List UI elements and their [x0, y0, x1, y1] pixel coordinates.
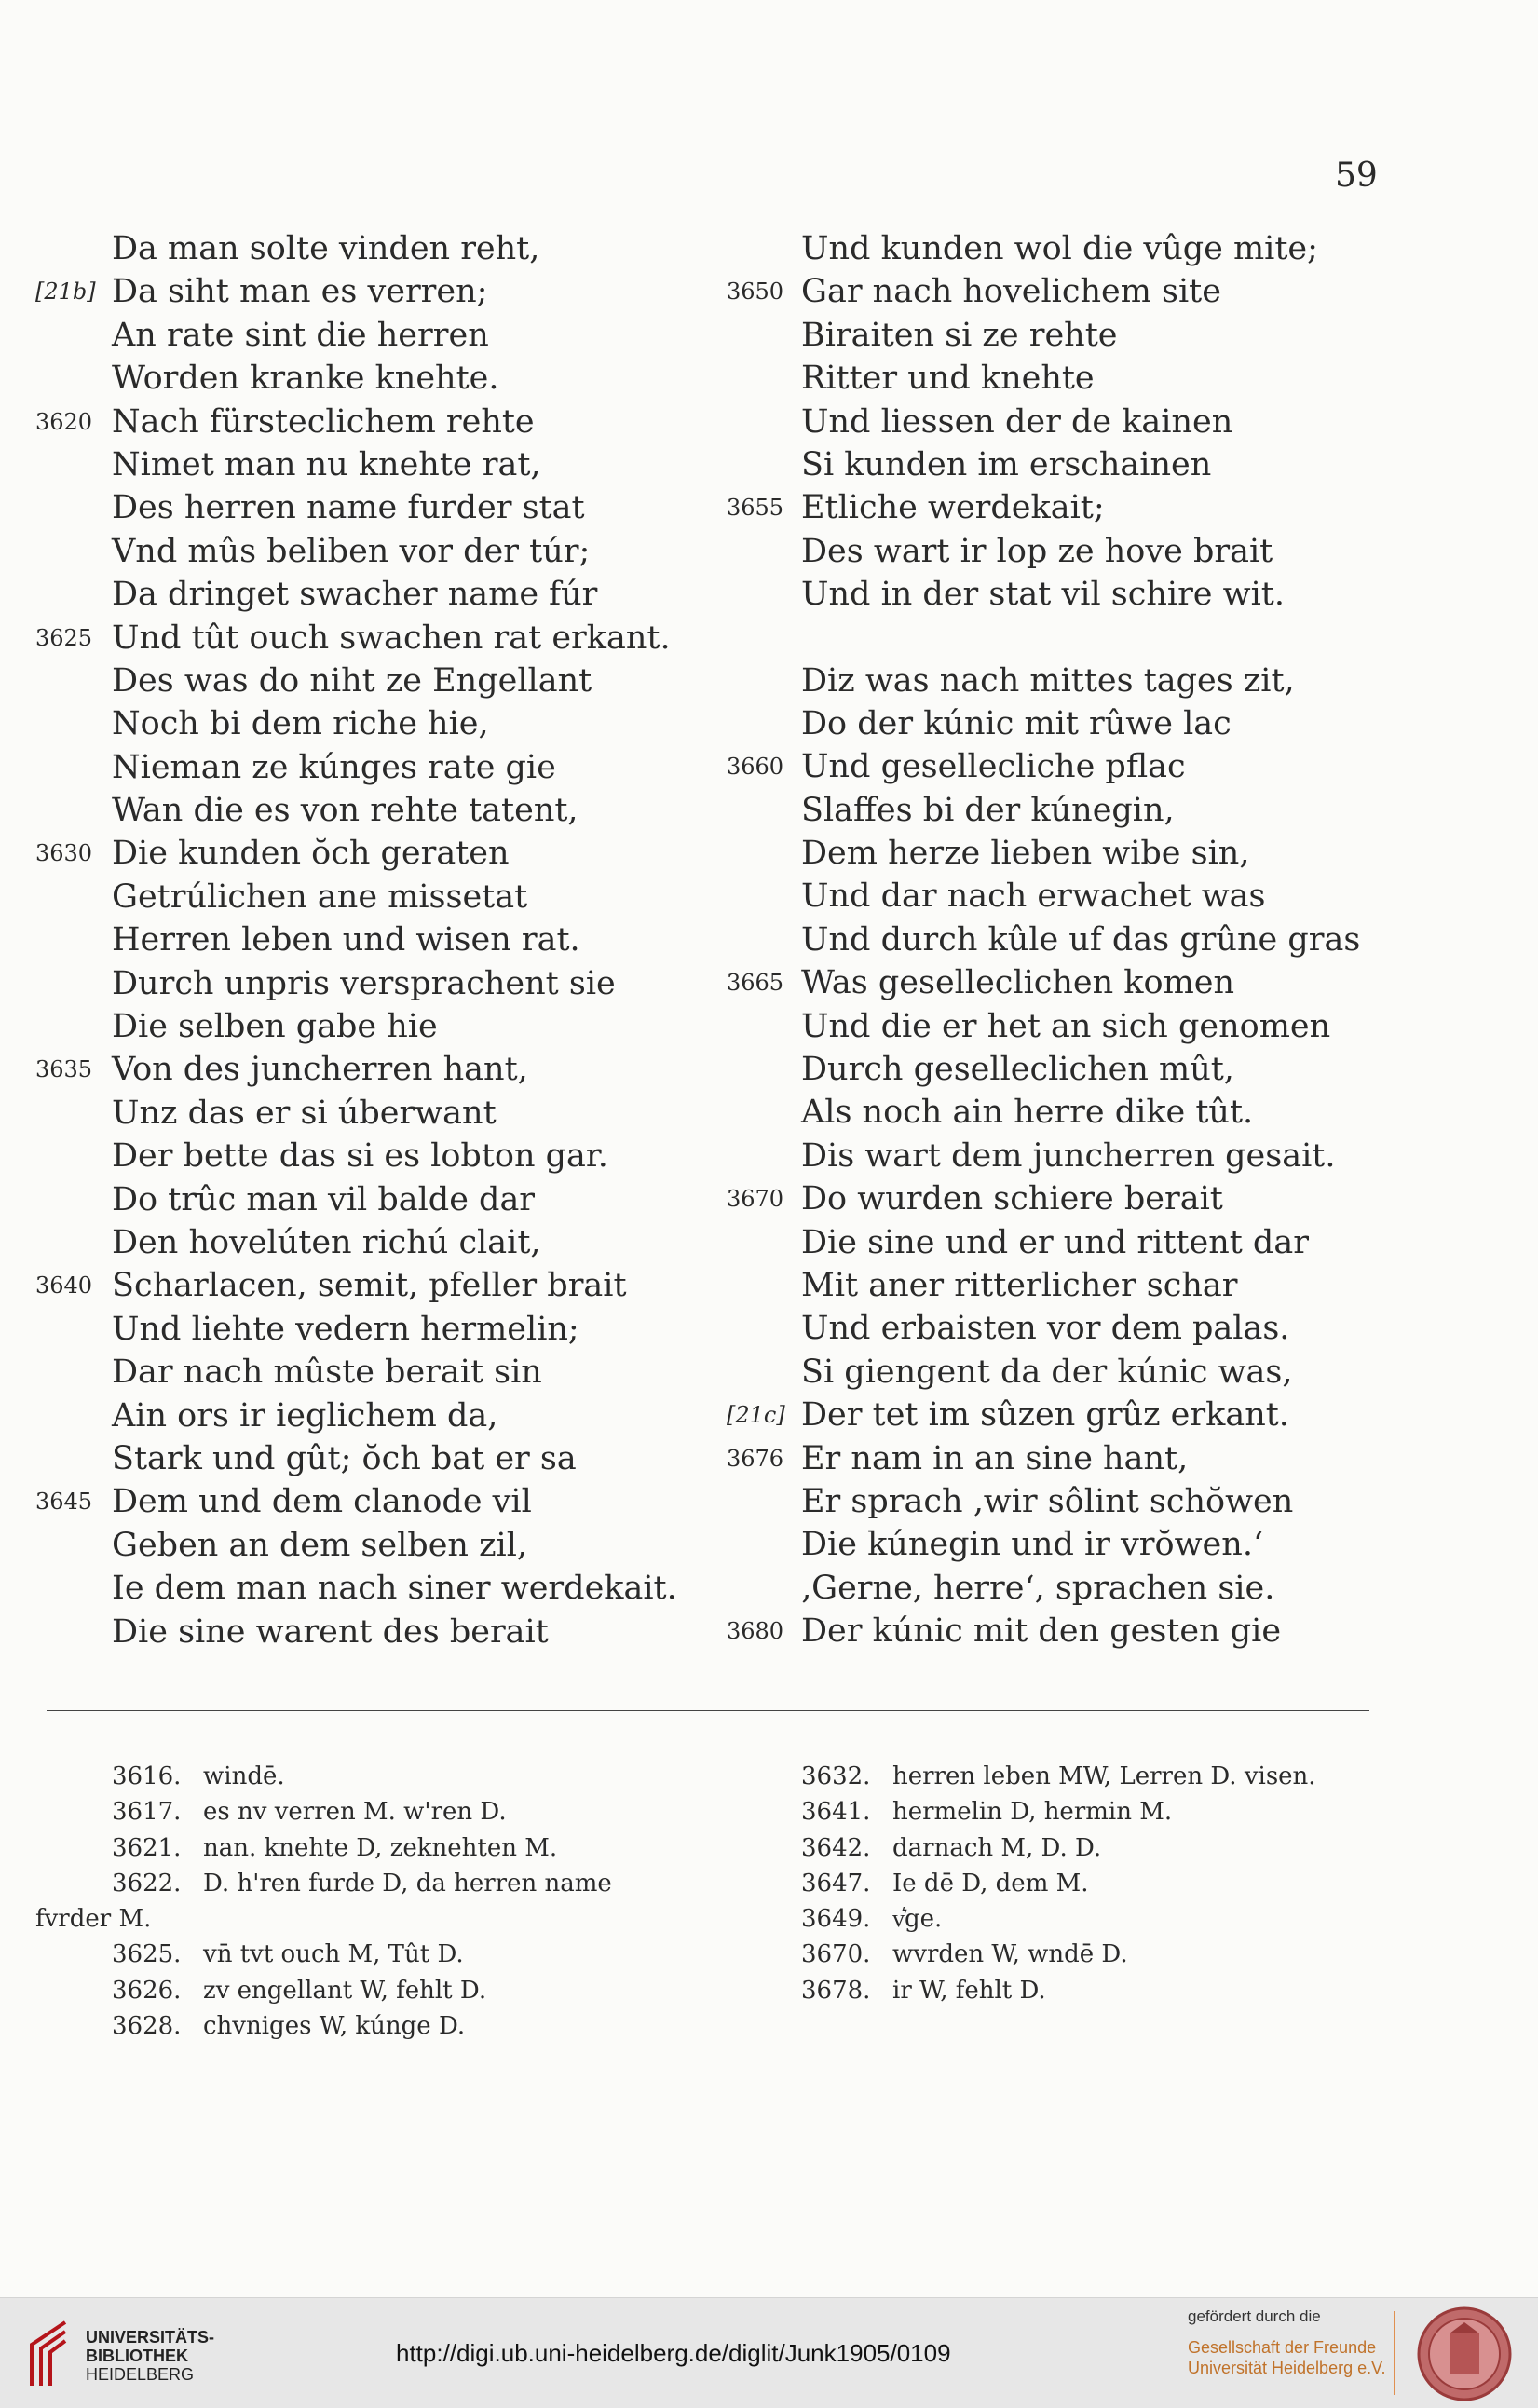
verse-line	[0, 832, 727, 875]
verse-line-text: Slaffes bi der kúnegin,	[801, 791, 1175, 829]
verse-line-text: Biraiten si ze rehte	[801, 316, 1118, 354]
society-name	[1188, 2337, 1385, 2378]
verse-line	[0, 660, 727, 702]
verse-line-text: Dar nach mûste berait sin	[112, 1354, 542, 1392]
verse-line	[727, 573, 1397, 616]
verse-line	[727, 1177, 1397, 1220]
verse-line	[727, 789, 1397, 832]
verse-line	[0, 1005, 727, 1048]
verse-line	[727, 357, 1397, 400]
verse-line-text: Vnd mûs beliben vor der túr;	[112, 532, 591, 570]
footnote-text: ir W, fehlt D.	[892, 1976, 1046, 2005]
footnote-text: Ie dē D, dem M.	[892, 1869, 1089, 1898]
verse-line	[727, 832, 1397, 875]
footnote-number: 3647.	[801, 1869, 871, 1898]
verse-line	[727, 1221, 1397, 1264]
verse-line-text: Und in der stat vil schire wit.	[801, 576, 1285, 614]
footnote-number: 3616.	[112, 1762, 182, 1790]
verse-line	[0, 270, 727, 313]
society-name-line2: Universität Heidelberg e.V.	[1188, 2359, 1386, 2377]
verse-line	[0, 1524, 727, 1567]
verse-line-text: Ain ors ir ieglichem da,	[112, 1396, 498, 1435]
verse-line	[0, 1351, 727, 1394]
verse-line	[0, 1437, 727, 1480]
verse-line-number: 3640	[35, 1272, 93, 1299]
verse-line	[727, 875, 1397, 918]
verse-line	[727, 1610, 1397, 1653]
verse-line-text: Und liessen der de kainen	[801, 402, 1233, 441]
footnote-text: fvrder M.	[35, 1905, 152, 1934]
footnote-line	[0, 1901, 708, 1937]
footnote-line	[773, 1759, 1407, 1794]
verse-line-text: Worden kranke knehte.	[112, 360, 499, 398]
page-number: 59	[1335, 156, 1378, 195]
footnote-line	[0, 1973, 708, 2008]
verse-line-text: Da man solte vinden reht,	[112, 230, 540, 267]
verse-line-text: Getrúlichen ane missetat	[112, 877, 528, 916]
verse-line-text: Do trûc man vil balde dar	[112, 1180, 536, 1218]
verse-line-text: Nach fürsteclichem rehte	[112, 402, 535, 441]
verse-line	[727, 660, 1397, 702]
verse-line-text: Die sine und er und rittent dar	[801, 1223, 1309, 1261]
verse-line-text: Dem und dem clanode vil	[112, 1483, 532, 1521]
footnote-line	[773, 1830, 1407, 1866]
footnote-number: 3625.	[112, 1940, 182, 1969]
verse-line-text: Des wart ir lop ze hove brait	[801, 532, 1273, 570]
verse-line-text: Und tût ouch swachen rat erkant.	[112, 619, 671, 657]
verse-line	[0, 1308, 727, 1351]
verse-line-text: Nimet man nu knehte rat,	[112, 445, 541, 483]
verse-line	[727, 530, 1397, 573]
permalink-url[interactable]: http://digi.ub.uni-heidelberg.de/diglit/Junk1905/0109	[396, 2339, 951, 2367]
verse-line-text: Noch bi dem riche hie,	[112, 705, 489, 743]
verse-line-text: Der kúnic mit den gesten gie	[801, 1612, 1282, 1651]
footnote-text: es nv verren M. w'ren D.	[203, 1798, 507, 1827]
footnote-number: 3628.	[112, 2012, 182, 2041]
verse-line-text: Von des juncherren hant,	[112, 1051, 528, 1089]
verse-line-text: Wan die es von rehte tatent,	[112, 792, 578, 830]
verse-line	[0, 401, 727, 443]
footnote-number: 3670.	[801, 1940, 871, 1969]
footnotes-right	[773, 1759, 1407, 2008]
verse-line-text: Nieman ze kúnges rate gie	[112, 748, 556, 786]
verse-line-number: 3670	[727, 1186, 784, 1213]
footnote-number: 3649.	[801, 1905, 871, 1934]
verse-line	[727, 486, 1397, 529]
footnote-text: darnach M, D. D.	[892, 1833, 1102, 1862]
verse-line-text: Der bette das si es lobton gar.	[112, 1137, 608, 1176]
footnote-text: windē.	[203, 1762, 285, 1790]
verse-line-text: Er sprach ‚wir sôlint schŏwen	[801, 1482, 1294, 1520]
verse-line-text: An rate sint die herren	[112, 316, 489, 354]
verse-line-text: Gar nach hovelichem site	[801, 273, 1221, 311]
footnote-line	[773, 1794, 1407, 1830]
verse-line	[727, 918, 1397, 961]
verse-column-left	[0, 227, 727, 1653]
footer-bar	[0, 2297, 1538, 2408]
footnote-divider	[47, 1710, 1369, 1711]
verse-line	[0, 443, 727, 486]
footnotes-left	[0, 1759, 708, 2044]
verse-line-text: Ie dem man nach siner werdekait.	[112, 1570, 677, 1608]
verse-line-text: Unz das er si úberwant	[112, 1094, 497, 1132]
footnote-number: 3622.	[112, 1869, 182, 1898]
verse-line-text: Und kunden wol die vûge mite;	[801, 230, 1318, 267]
footnote-line	[0, 1759, 708, 1794]
verse-line-text: Da dringet swacher name fúr	[112, 576, 598, 614]
verse-line-text: Do der kúnic mit rûwe lac	[801, 704, 1232, 742]
library-name-line3: HEIDELBERG	[86, 2365, 195, 2384]
verse-line	[727, 961, 1397, 1004]
footnote-text: zv engellant W, fehlt D.	[203, 1976, 487, 2005]
verse-line	[0, 918, 727, 961]
verse-line	[727, 1135, 1397, 1177]
footnote-line	[773, 1973, 1407, 2008]
verse-line	[0, 962, 727, 1005]
verse-line-text: Und gesellecliche pflac	[801, 748, 1186, 786]
footnote-line	[0, 1937, 708, 1972]
footnote-line	[0, 1830, 708, 1866]
verse-line-text: Als noch ain herre dike tût.	[801, 1094, 1254, 1132]
verse-line	[0, 573, 727, 616]
verse-line-text: Die selben gabe hie	[112, 1008, 438, 1046]
verse-line-text: Und erbaisten vor dem palas.	[801, 1310, 1290, 1348]
verse-line	[0, 1567, 727, 1610]
verse-line	[727, 1005, 1397, 1048]
verse-line-text: Da siht man es verren;	[112, 273, 488, 311]
footnote-number: 3621.	[112, 1833, 182, 1862]
verse-line-text: Er nam in an sine hant,	[801, 1439, 1189, 1477]
verse-line-text: Und liehte vedern hermelin;	[112, 1310, 579, 1348]
verse-line	[0, 1480, 727, 1523]
footnote-text: wvrden W, wndē D.	[892, 1940, 1128, 1969]
verse-line-text: Des was do niht ze Engellant	[112, 661, 592, 700]
verse-line-text: Und die er het an sich genomen	[801, 1007, 1331, 1045]
verse-line	[727, 1567, 1397, 1610]
footnote-number: 3678.	[801, 1976, 871, 2005]
verse-line-number: 3635	[35, 1056, 93, 1083]
verse-line-text: Do wurden schiere berait	[801, 1180, 1223, 1218]
verse-line-text: Und durch kûle uf das grûne gras	[801, 920, 1361, 959]
verse-line	[727, 270, 1397, 313]
verse-line	[0, 314, 727, 357]
verse-line-number: 3630	[35, 840, 93, 867]
verse-line	[727, 1437, 1397, 1480]
footnote-number: 3641.	[801, 1798, 871, 1827]
verse-line-number: 3676	[727, 1445, 784, 1472]
verse-line	[727, 1048, 1397, 1091]
verse-line-text: Etliche werdekait;	[801, 489, 1105, 527]
verse-line-text: Ritter und knehte	[801, 360, 1095, 398]
verse-line	[727, 745, 1397, 788]
verse-line	[727, 1351, 1397, 1394]
footnote-number: 3642.	[801, 1833, 871, 1862]
verse-line-number: [21b]	[35, 279, 96, 306]
verse-line-text: Durch geselleclichen mût,	[801, 1051, 1234, 1089]
verse-line	[0, 1394, 727, 1437]
verse-line-text: Si kunden im erschainen	[801, 445, 1212, 483]
verse-line-text: Dis wart dem juncherren gesait.	[801, 1136, 1336, 1175]
footnote-text: vn̄ tvt ouch M, Tût D.	[203, 1940, 464, 1969]
funded-by-label: gefördert durch die	[1188, 2307, 1321, 2325]
verse-line	[727, 1091, 1397, 1134]
verse-line	[0, 530, 727, 573]
verse-line-text: Scharlacen, semit, pfeller brait	[112, 1267, 627, 1305]
verse-line	[0, 1611, 727, 1653]
verse-line	[0, 617, 727, 660]
verse-line-number: 3680	[727, 1618, 784, 1645]
verse-line	[0, 1221, 727, 1264]
verse-line-text: Der tet im sûzen grûz erkant.	[801, 1396, 1289, 1435]
verse-line	[0, 789, 727, 832]
verse-line-text: Geben an dem selben zil,	[112, 1526, 528, 1564]
verse-line-text: Stark und gût; ŏch bat er sa	[112, 1439, 577, 1477]
footnote-line	[773, 1937, 1407, 1972]
footnote-text: chvniges W, kúnge D.	[203, 2012, 466, 2041]
verse-line	[727, 1523, 1397, 1566]
verse-column-right	[727, 227, 1397, 1653]
verse-line	[727, 1394, 1397, 1436]
library-logo-icon	[19, 2317, 76, 2391]
society-name-line1: Gesellschaft der Freunde	[1188, 2338, 1377, 2357]
verse-line	[0, 227, 727, 270]
footnote-text: herren leben MW, Lerren D. visen.	[892, 1762, 1316, 1790]
verse-line	[0, 1092, 727, 1135]
footnote-number: 3626.	[112, 1976, 182, 2005]
footer-divider	[1394, 2311, 1395, 2395]
footnote-text: nan. knehte D, zeknehten M.	[203, 1833, 558, 1862]
verse-line	[0, 1264, 727, 1307]
footnote-line	[773, 1901, 1407, 1937]
verse-line-number: 3625	[35, 624, 93, 651]
footnote-line	[0, 1794, 708, 1830]
verse-line	[0, 702, 727, 745]
verse-line-number: 3660	[727, 754, 784, 781]
verse-line	[0, 1178, 727, 1221]
verse-line-text: Den hovelúten richú clait,	[112, 1223, 541, 1261]
verse-line	[727, 227, 1397, 270]
verse-line-text: Herren leben und wisen rat.	[112, 921, 580, 959]
verse-line	[0, 486, 727, 529]
verse-line-number: 3620	[35, 408, 93, 435]
footnote-line	[0, 2008, 708, 2044]
verse-line-number: 3650	[727, 279, 784, 306]
library-name	[86, 2328, 214, 2384]
verse-line-text: Die kúnegin und ir vrŏwen.‘	[801, 1526, 1264, 1564]
verse-line	[727, 1264, 1397, 1307]
verse-line-text: Durch unpris versprachent sie	[112, 964, 616, 1002]
verse-line-text: Si giengent da der kúnic was,	[801, 1353, 1293, 1391]
verse-line-text: Diz was nach mittes tages zit,	[801, 661, 1295, 700]
verse-line	[727, 1480, 1397, 1523]
verse-line	[727, 401, 1397, 443]
verse-line-number: 3645	[35, 1489, 93, 1516]
library-name-line2: BIBLIOTHEK	[86, 2347, 188, 2365]
footnote-text: D. h'ren furde D, da herren name	[203, 1869, 612, 1898]
verse-line-number: 3665	[727, 970, 784, 997]
verse-line-number: [21c]	[727, 1402, 785, 1429]
verse-line-text: Die kunden ŏch geraten	[112, 835, 510, 873]
footnote-number: 3632.	[801, 1762, 871, 1790]
verse-line-number: 3655	[727, 495, 784, 522]
verse-line	[727, 1307, 1397, 1350]
verse-line-text: Die sine warent des berait	[112, 1612, 549, 1651]
verse-line	[0, 876, 727, 918]
verse-line	[727, 314, 1397, 357]
verse-line-text: ‚Gerne, herre‘, sprachen sie.	[801, 1569, 1275, 1607]
verse-line	[727, 702, 1397, 745]
verse-line	[0, 357, 727, 400]
footnote-number: 3617.	[112, 1798, 182, 1827]
footnote-line	[773, 1866, 1407, 1901]
verse-line-text: Des herren name furder stat	[112, 489, 585, 527]
verse-line	[0, 1048, 727, 1091]
footnote-text: hermelin D, hermin M.	[892, 1798, 1173, 1827]
verse-line-text: Was geselleclichen komen	[801, 964, 1235, 1002]
footnote-text: v͛ge.	[892, 1905, 943, 1934]
library-name-line1: UNIVERSITÄTS-	[86, 2328, 215, 2347]
verse-line	[0, 746, 727, 789]
verse-line	[727, 443, 1397, 486]
footnote-line	[0, 1866, 708, 1901]
verse-line-text: Und dar nach erwachet was	[801, 877, 1266, 916]
verse-line-text: Mit aner ritterlicher schar	[801, 1266, 1238, 1304]
verse-line	[0, 1135, 727, 1177]
university-seal-icon	[1416, 2306, 1513, 2402]
verse-line-text: Dem herze lieben wibe sin,	[801, 835, 1250, 873]
